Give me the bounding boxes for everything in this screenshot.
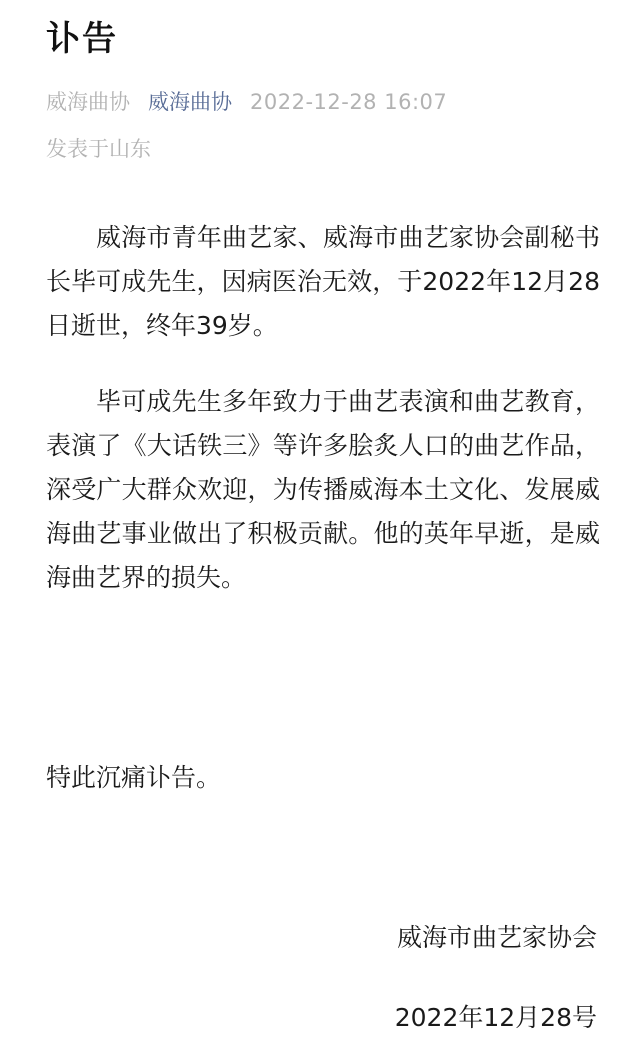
publish-time: 2022-12-28 16:07 bbox=[250, 90, 448, 114]
paragraph-closing: 特此沉痛讣告。 bbox=[46, 763, 222, 792]
article-meta bbox=[46, 84, 447, 120]
publish-location: 发表于山东 bbox=[46, 137, 151, 161]
account-name-link[interactable]: 威海曲协 bbox=[148, 90, 232, 114]
article-title: 讣告 bbox=[46, 19, 118, 59]
signature-organization: 威海市曲艺家协会 bbox=[396, 923, 597, 952]
author-name: 威海曲协 bbox=[46, 90, 130, 114]
paragraph-announcement: 威海市青年曲艺家、威海市曲艺家协会副秘书长毕可成先生，因病医治无效，于2022年12月28日逝世，终年39岁。 bbox=[46, 223, 600, 340]
paragraph-contribution: 毕可成先生多年致力于曲艺表演和曲艺教育，表演了《大话铁三》等许多脍炙人口的曲艺作品，深受广大群众欢迎，为传播威海本土文化、发展威海曲艺事业做出了积极贡献。他的英年早逝，是威海曲艺界的损失。 bbox=[46, 387, 600, 592]
signature-date: 2022年12月28号 bbox=[394, 1003, 597, 1032]
